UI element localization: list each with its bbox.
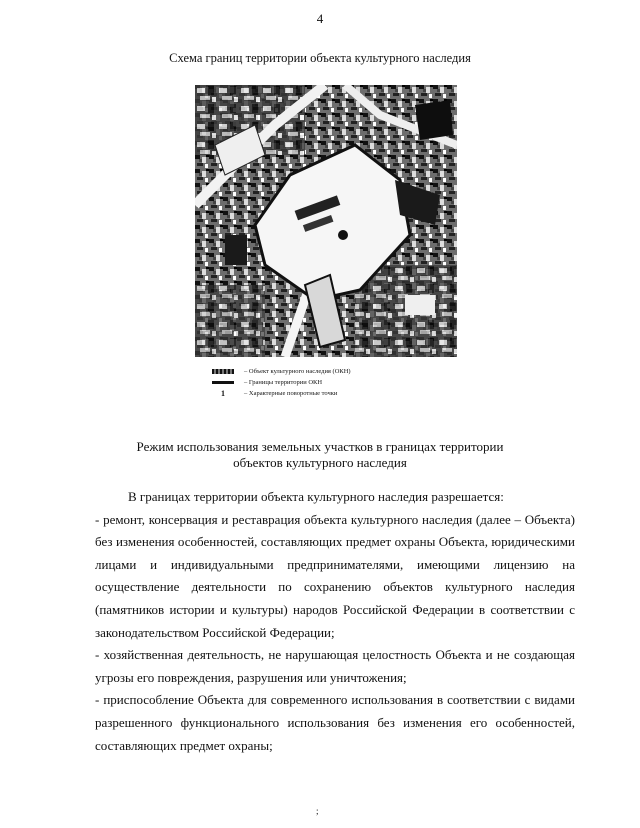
list-item: - ремонт, консервация и реставрация объекта культурного наследия (далее – Объекта) без изменения особенностей, составляющих предмет охраны Объекта, юридическими лицами и индивидуальными предпринимателями, имеющими лицензию на осуществление деятельности по сохранению объектов культурного наследия (памятников истории и культуры) народов Российской Федерации в соответствии с законодательством Российской Федерации;	[95, 511, 575, 640]
footer-mark: ;	[316, 806, 319, 816]
page-number: 4	[316, 11, 324, 26]
territory-map-image	[195, 85, 457, 357]
section-heading	[0, 439, 640, 471]
list-item: - хозяйственная деятельность, не нарушающая целостность Объекта и не создающая угрозы его повреждения, разрушения или уничтожения;	[95, 647, 575, 685]
border-line-icon	[212, 381, 234, 384]
legend-item	[208, 366, 428, 377]
turning-point-icon: 1	[221, 388, 225, 398]
legend-item	[208, 388, 428, 399]
legend-label: – Границы территории ОКН	[244, 378, 323, 386]
legend-label: – Характерные поворотные точки	[244, 389, 338, 397]
list-item: - приспособление Объекта для современного использования в соответствии с видами разрешенного функционального использования без изменения его особенностей, составляющих предмет охраны;	[95, 692, 575, 753]
map-legend	[208, 366, 428, 399]
heading-line: Режим использования земельных участков в границах территории	[136, 439, 504, 454]
legend-label: – Объект культурного наследия (ОКН)	[244, 367, 351, 375]
object-swatch-icon	[212, 369, 234, 374]
regulation-text	[95, 486, 575, 757]
heading-line: объектов культурного наследия	[233, 455, 407, 470]
aerial-map-graphic	[195, 85, 457, 357]
intro-paragraph: В границах территории объекта культурного наследия разрешается:	[128, 489, 504, 504]
scheme-title: Схема границ территории объекта культурного наследия	[169, 51, 471, 65]
legend-item	[208, 377, 428, 388]
